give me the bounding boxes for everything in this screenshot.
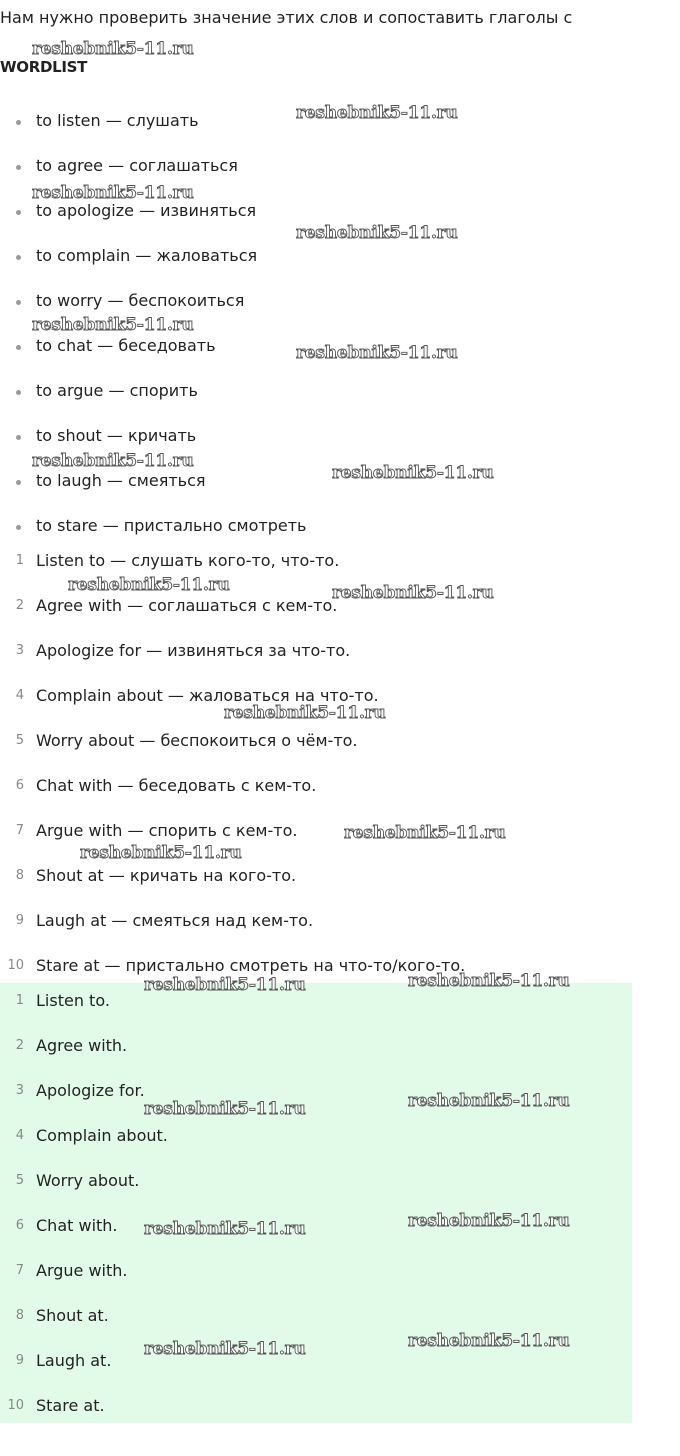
- list-item-text: Stare at — пристально смотреть на что-то/кого-то.: [36, 956, 466, 975]
- item-number: 8: [15, 868, 24, 883]
- item-number: 4: [15, 688, 24, 703]
- list-item-text: Shout at.: [36, 1306, 109, 1325]
- watermark: reshebnik5-11.ru: [32, 451, 194, 471]
- list-item-text: Shout at — кричать на кого-то.: [36, 866, 297, 885]
- watermark: reshebnik5-11.ru: [68, 575, 230, 595]
- bullet-marker: [16, 390, 21, 395]
- watermark: reshebnik5-11.ru: [408, 1091, 570, 1111]
- list-item-text: Apologize for — извиняться за что-то.: [36, 641, 351, 660]
- list-item-text: Listen to — слушать кого-то, что-то.: [36, 551, 340, 570]
- watermark: reshebnik5-11.ru: [144, 1099, 306, 1119]
- item-number: 4: [15, 1128, 24, 1143]
- list-item-text: Agree with.: [36, 1036, 128, 1055]
- item-number: 2: [15, 1038, 24, 1053]
- watermark: reshebnik5-11.ru: [144, 1339, 306, 1359]
- item-number: 3: [15, 1083, 24, 1098]
- bullet-marker: [16, 480, 21, 485]
- item-number: 6: [15, 778, 24, 793]
- list-item-text: to listen — слушать: [36, 111, 199, 130]
- watermark: reshebnik5-11.ru: [408, 1331, 570, 1351]
- item-number: 3: [15, 643, 24, 658]
- list-item-text: to complain — жаловаться: [36, 246, 258, 265]
- list-item-text: Argue with.: [36, 1261, 128, 1280]
- list-item-text: Listen to.: [36, 991, 110, 1010]
- wordlist-heading: WORDLIST: [0, 58, 88, 76]
- list-item-text: Chat with — беседовать с кем-то.: [36, 776, 317, 795]
- bullet-marker: [16, 210, 21, 215]
- list-item-text: Complain about — жаловаться на что-то.: [36, 686, 379, 705]
- watermark: reshebnik5-11.ru: [32, 315, 194, 335]
- item-number: 10: [7, 1398, 24, 1413]
- watermark: reshebnik5-11.ru: [144, 1219, 306, 1239]
- bullet-marker: [16, 255, 21, 260]
- list-item-text: to stare — пристально смотреть: [36, 516, 307, 535]
- watermark: reshebnik5-11.ru: [332, 583, 494, 603]
- item-number: 9: [15, 913, 24, 928]
- bullet-marker: [16, 525, 21, 530]
- watermark: reshebnik5-11.ru: [296, 343, 458, 363]
- list-item-text: to worry — беспокоиться: [36, 291, 245, 310]
- list-item-text: Complain about.: [36, 1126, 168, 1145]
- item-number: 1: [15, 553, 24, 568]
- item-number: 7: [15, 1263, 24, 1278]
- list-item-text: Chat with.: [36, 1216, 118, 1235]
- bullet-marker: [16, 345, 21, 350]
- intro-text: Нам нужно проверить значение этих слов и сопоставить глаголы с: [0, 8, 573, 27]
- watermark: reshebnik5-11.ru: [332, 463, 494, 483]
- item-number: 7: [15, 823, 24, 838]
- watermark: reshebnik5-11.ru: [296, 103, 458, 123]
- list-item-text: to apologize — извиняться: [36, 201, 257, 220]
- bullet-marker: [16, 165, 21, 170]
- bullet-marker: [16, 300, 21, 305]
- list-item-text: Stare at.: [36, 1396, 105, 1415]
- item-number: 6: [15, 1218, 24, 1233]
- item-number: 10: [7, 958, 24, 973]
- list-item-text: Laugh at — смеяться над кем-то.: [36, 911, 314, 930]
- item-number: 5: [15, 733, 24, 748]
- watermark: reshebnik5-11.ru: [408, 1211, 570, 1231]
- list-item-text: to argue — спорить: [36, 381, 198, 400]
- watermark: reshebnik5-11.ru: [80, 843, 242, 863]
- watermark: reshebnik5-11.ru: [224, 703, 386, 723]
- list-item-text: Argue with — спорить с кем-то.: [36, 821, 298, 840]
- item-number: 1: [15, 993, 24, 1008]
- item-number: 2: [15, 598, 24, 613]
- list-item-text: Apologize for.: [36, 1081, 145, 1100]
- list-item-text: to chat — беседовать: [36, 336, 216, 355]
- list-item-text: to laugh — смеяться: [36, 471, 206, 490]
- list-item-text: Agree with — соглашаться с кем-то.: [36, 596, 338, 615]
- list-item-text: to shout — кричать: [36, 426, 197, 445]
- bullet-marker: [16, 435, 21, 440]
- item-number: 8: [15, 1308, 24, 1323]
- item-number: 9: [15, 1353, 24, 1368]
- bullet-marker: [16, 120, 21, 125]
- list-item-text: Worry about.: [36, 1171, 140, 1190]
- watermark: reshebnik5-11.ru: [32, 183, 194, 203]
- item-number: 5: [15, 1173, 24, 1188]
- watermark: reshebnik5-11.ru: [408, 971, 570, 991]
- watermark: reshebnik5-11.ru: [32, 39, 194, 59]
- watermark: reshebnik5-11.ru: [144, 975, 306, 995]
- list-item-text: Worry about — беспокоиться о чём-то.: [36, 731, 358, 750]
- watermark: reshebnik5-11.ru: [296, 223, 458, 243]
- watermark: reshebnik5-11.ru: [344, 823, 506, 843]
- list-item-text: to agree — соглашаться: [36, 156, 238, 175]
- list-item-text: Laugh at.: [36, 1351, 112, 1370]
